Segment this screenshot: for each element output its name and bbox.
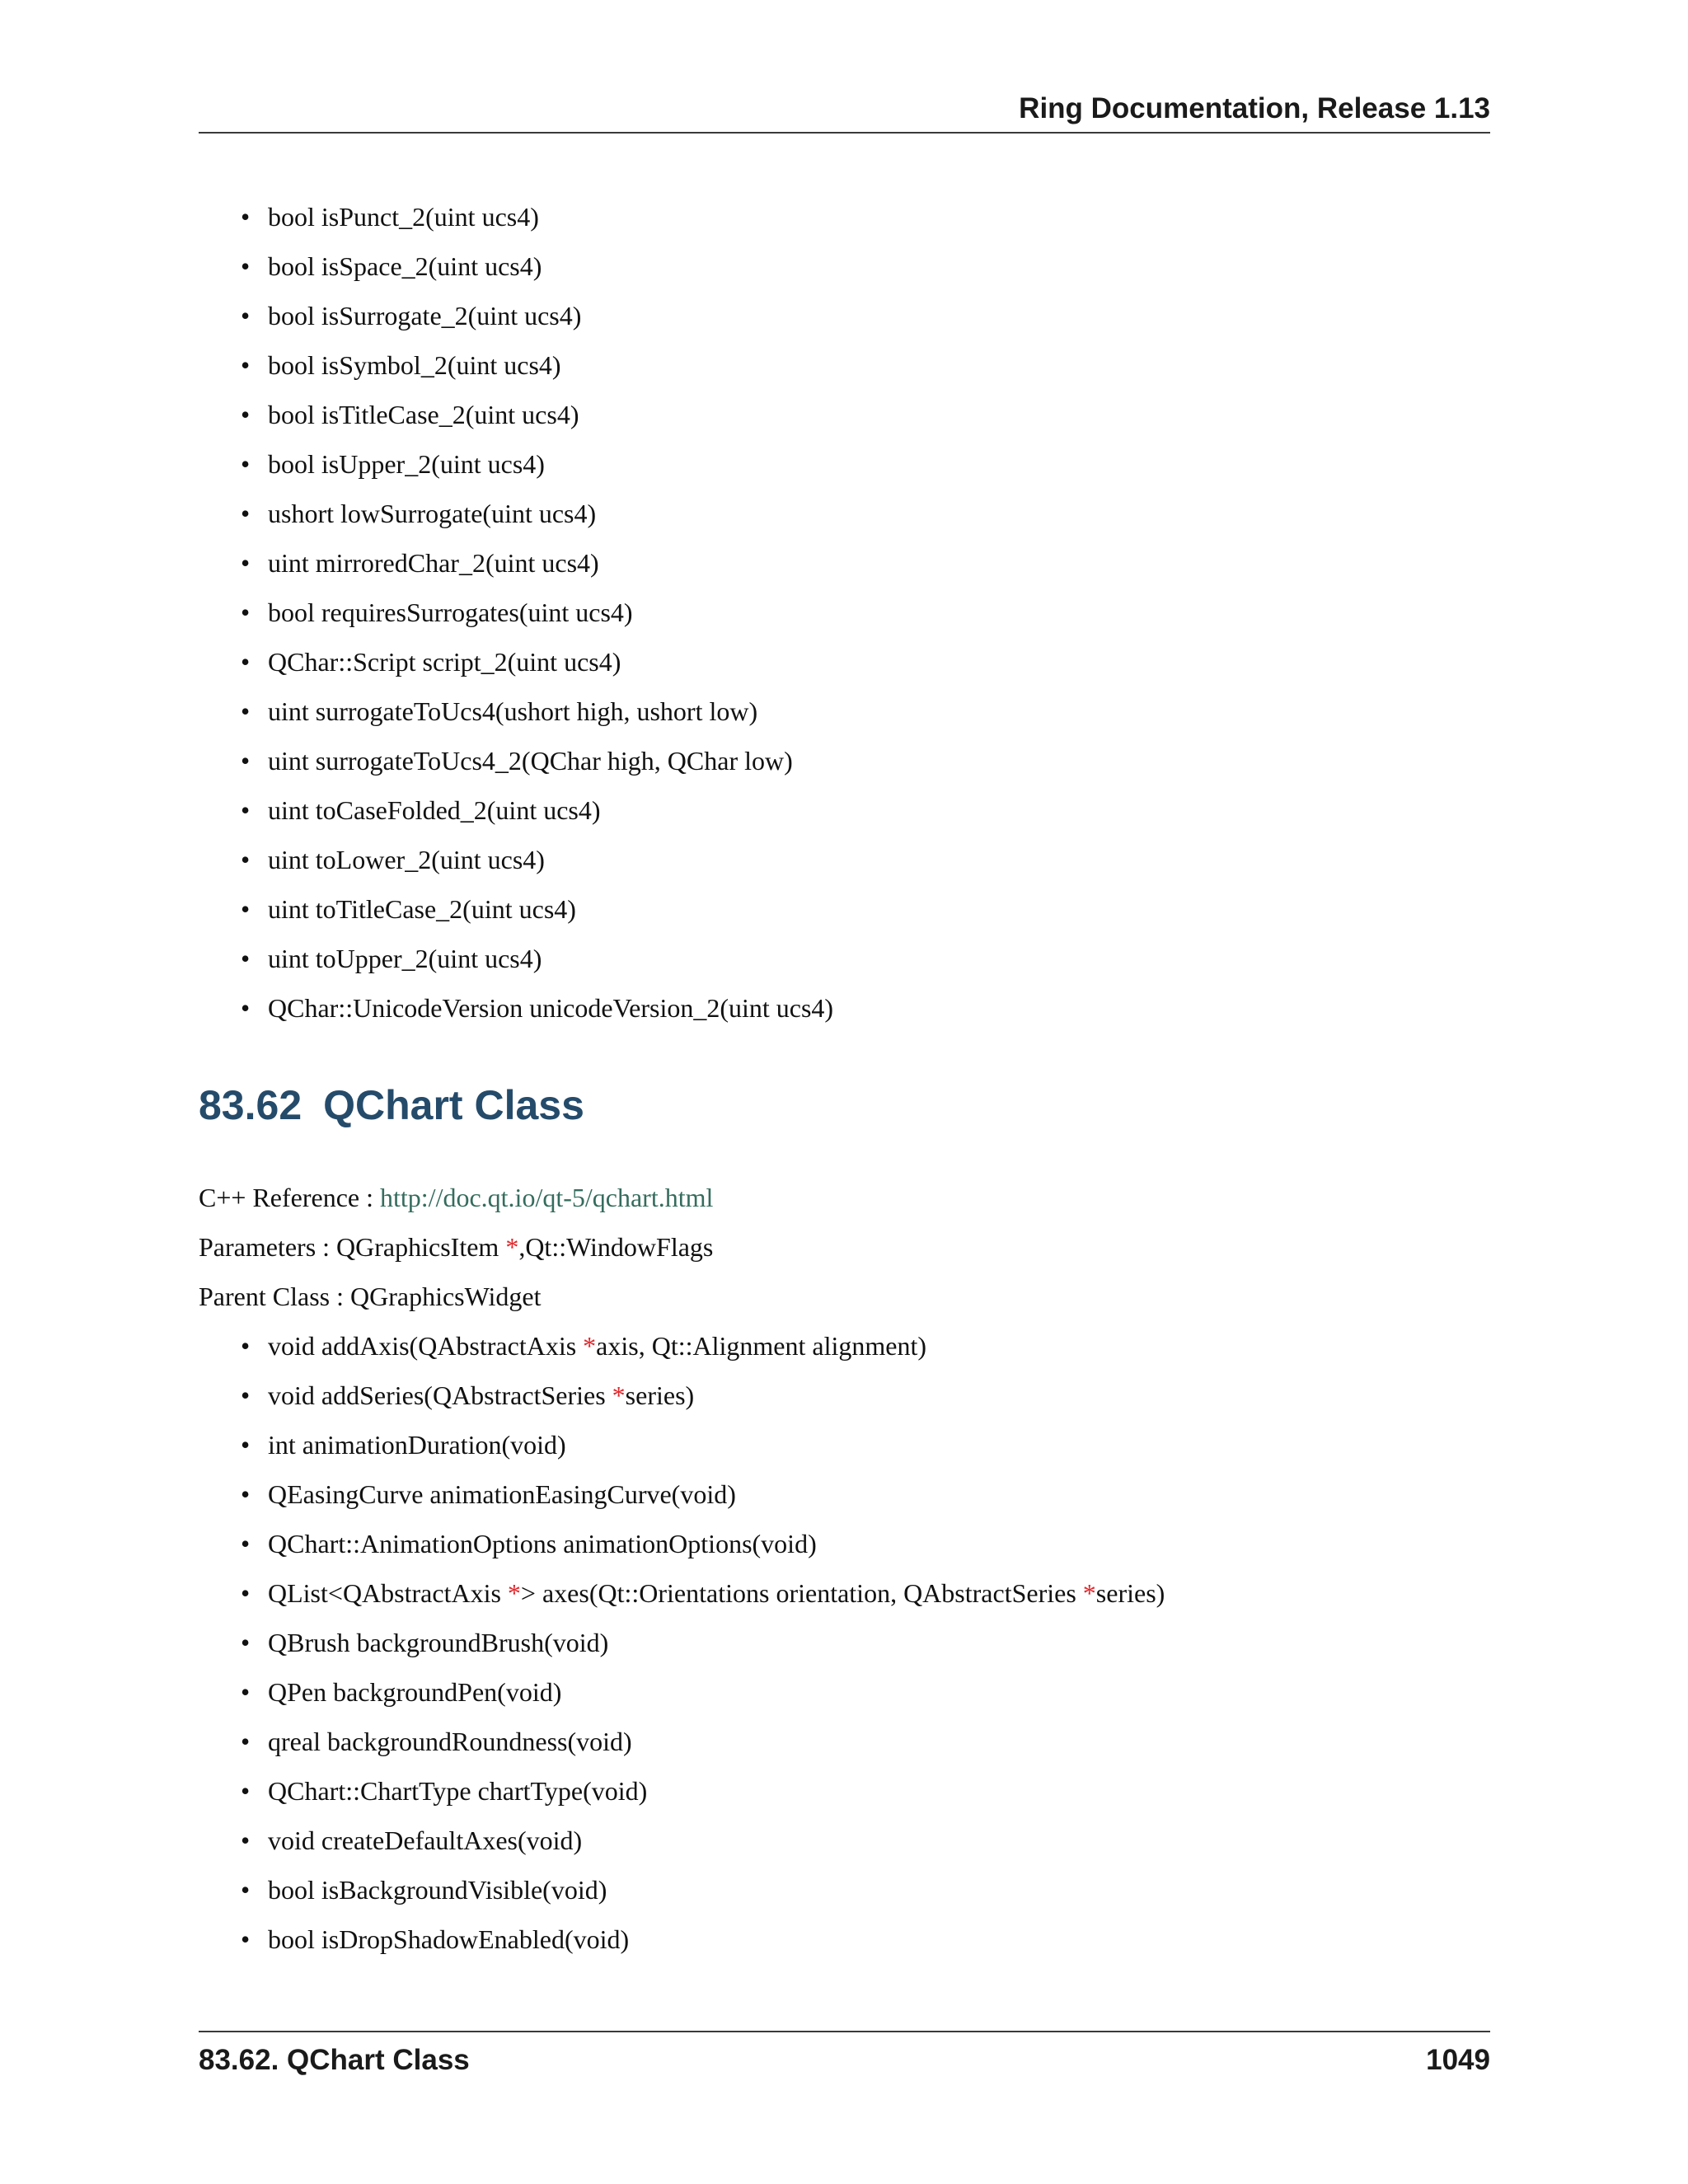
bullet-icon: • (241, 696, 251, 726)
section-heading (199, 1081, 584, 1129)
bullet-icon: • (241, 1331, 251, 1361)
list-item: • QChar::Script script_2(uint ucs4) (241, 637, 833, 687)
list-item: • uint surrogateToUcs4(ushort high, ushort low) (241, 687, 833, 736)
list-item: • void createDefaultAxes(void) (241, 1816, 1165, 1865)
list-item: • bool isBackgroundVisible(void) (241, 1865, 1165, 1915)
list-item: • bool isPunct_2(uint ucs4) (241, 192, 833, 241)
list-item: • QChart::ChartType chartType(void) (241, 1766, 1165, 1816)
bullet-icon: • (241, 1825, 251, 1855)
bullet-icon: • (241, 499, 251, 528)
bullet-icon: • (241, 1776, 251, 1806)
bullet-icon: • (241, 1924, 251, 1954)
bullet-icon: • (241, 944, 251, 973)
page-footer (199, 2031, 1490, 2082)
reference-link[interactable]: http://doc.qt.io/qt-5/qchart.html (380, 1183, 714, 1212)
parameters: Parameters : QGraphicsItem *,Qt::WindowFlags (199, 1232, 714, 1262)
list-item: • ushort lowSurrogate(uint ucs4) (241, 489, 833, 538)
list-item: • uint surrogateToUcs4_2(QChar high, QChar low) (241, 736, 833, 785)
bullet-icon: • (241, 1479, 251, 1509)
list-item: • uint mirroredChar_2(uint ucs4) (241, 538, 833, 588)
list-item: • bool isUpper_2(uint ucs4) (241, 439, 833, 489)
bullet-icon: • (241, 449, 251, 479)
bullet-icon: • (241, 202, 251, 232)
list-item: • uint toTitleCase_2(uint ucs4) (241, 884, 833, 934)
bullet-icon: • (241, 1727, 251, 1756)
page-header (199, 92, 1490, 134)
bullet-icon: • (241, 350, 251, 380)
list-item: • bool isTitleCase_2(uint ucs4) (241, 390, 833, 439)
list-item: • bool isSpace_2(uint ucs4) (241, 241, 833, 291)
bullet-icon: • (241, 845, 251, 874)
bullet-icon: • (241, 598, 251, 627)
bullet-icon: • (241, 301, 251, 330)
bullet-icon: • (241, 1529, 251, 1558)
list-item: • uint toCaseFolded_2(uint ucs4) (241, 785, 833, 835)
bullet-icon: • (241, 251, 251, 281)
list-item: • QChar::UnicodeVersion unicodeVersion_2(uint ucs4) (241, 983, 833, 1033)
bullet-icon: • (241, 1628, 251, 1657)
bullet-icon: • (241, 1677, 251, 1707)
bullet-icon: • (241, 1578, 251, 1608)
list-item: • bool isDropShadowEnabled(void) (241, 1915, 1165, 1964)
bullet-icon: • (241, 400, 251, 429)
bullet-icon: • (241, 1430, 251, 1460)
list-item: • void addSeries(QAbstractSeries *series) (241, 1371, 1165, 1420)
bullet-icon: • (241, 1875, 251, 1905)
list-item: • void addAxis(QAbstractAxis *axis, Qt::Alignment alignment) (241, 1321, 1165, 1371)
section-title: QChart Class (323, 1082, 584, 1128)
list-item: • QPen backgroundPen(void) (241, 1667, 1165, 1717)
page-number: 1049 (1426, 2044, 1490, 2076)
list-item: • QEasingCurve animationEasingCurve(void) (241, 1469, 1165, 1519)
method-list-qchar (241, 192, 833, 1033)
document-title: Ring Documentation, Release 1.13 (1019, 92, 1490, 124)
bullet-icon: • (241, 746, 251, 776)
list-item: • bool isSurrogate_2(uint ucs4) (241, 291, 833, 340)
list-item: • bool isSymbol_2(uint ucs4) (241, 340, 833, 390)
list-item: • uint toLower_2(uint ucs4) (241, 835, 833, 884)
bullet-icon: • (241, 548, 251, 578)
section-number: 83.62 (199, 1082, 302, 1128)
footer-section: 83.62. QChart Class (199, 2044, 470, 2076)
list-item: • int animationDuration(void) (241, 1420, 1165, 1469)
list-item: • qreal backgroundRoundness(void) (241, 1717, 1165, 1766)
list-item: • uint toUpper_2(uint ucs4) (241, 934, 833, 983)
bullet-icon: • (241, 795, 251, 825)
list-item: • bool requiresSurrogates(uint ucs4) (241, 588, 833, 637)
parent-class: Parent Class : QGraphicsWidget (199, 1282, 542, 1311)
bullet-icon: • (241, 993, 251, 1023)
cpp-reference: C++ Reference : http://doc.qt.io/qt-5/qchart.html (199, 1183, 714, 1212)
bullet-icon: • (241, 647, 251, 677)
list-item: • QChart::AnimationOptions animationOptions(void) (241, 1519, 1165, 1568)
bullet-icon: • (241, 1380, 251, 1410)
method-list-qchart (241, 1321, 1165, 1964)
list-item: • QList<QAbstractAxis *> axes(Qt::Orientations orientation, QAbstractSeries *series) (241, 1568, 1165, 1618)
bullet-icon: • (241, 894, 251, 924)
list-item: • QBrush backgroundBrush(void) (241, 1618, 1165, 1667)
